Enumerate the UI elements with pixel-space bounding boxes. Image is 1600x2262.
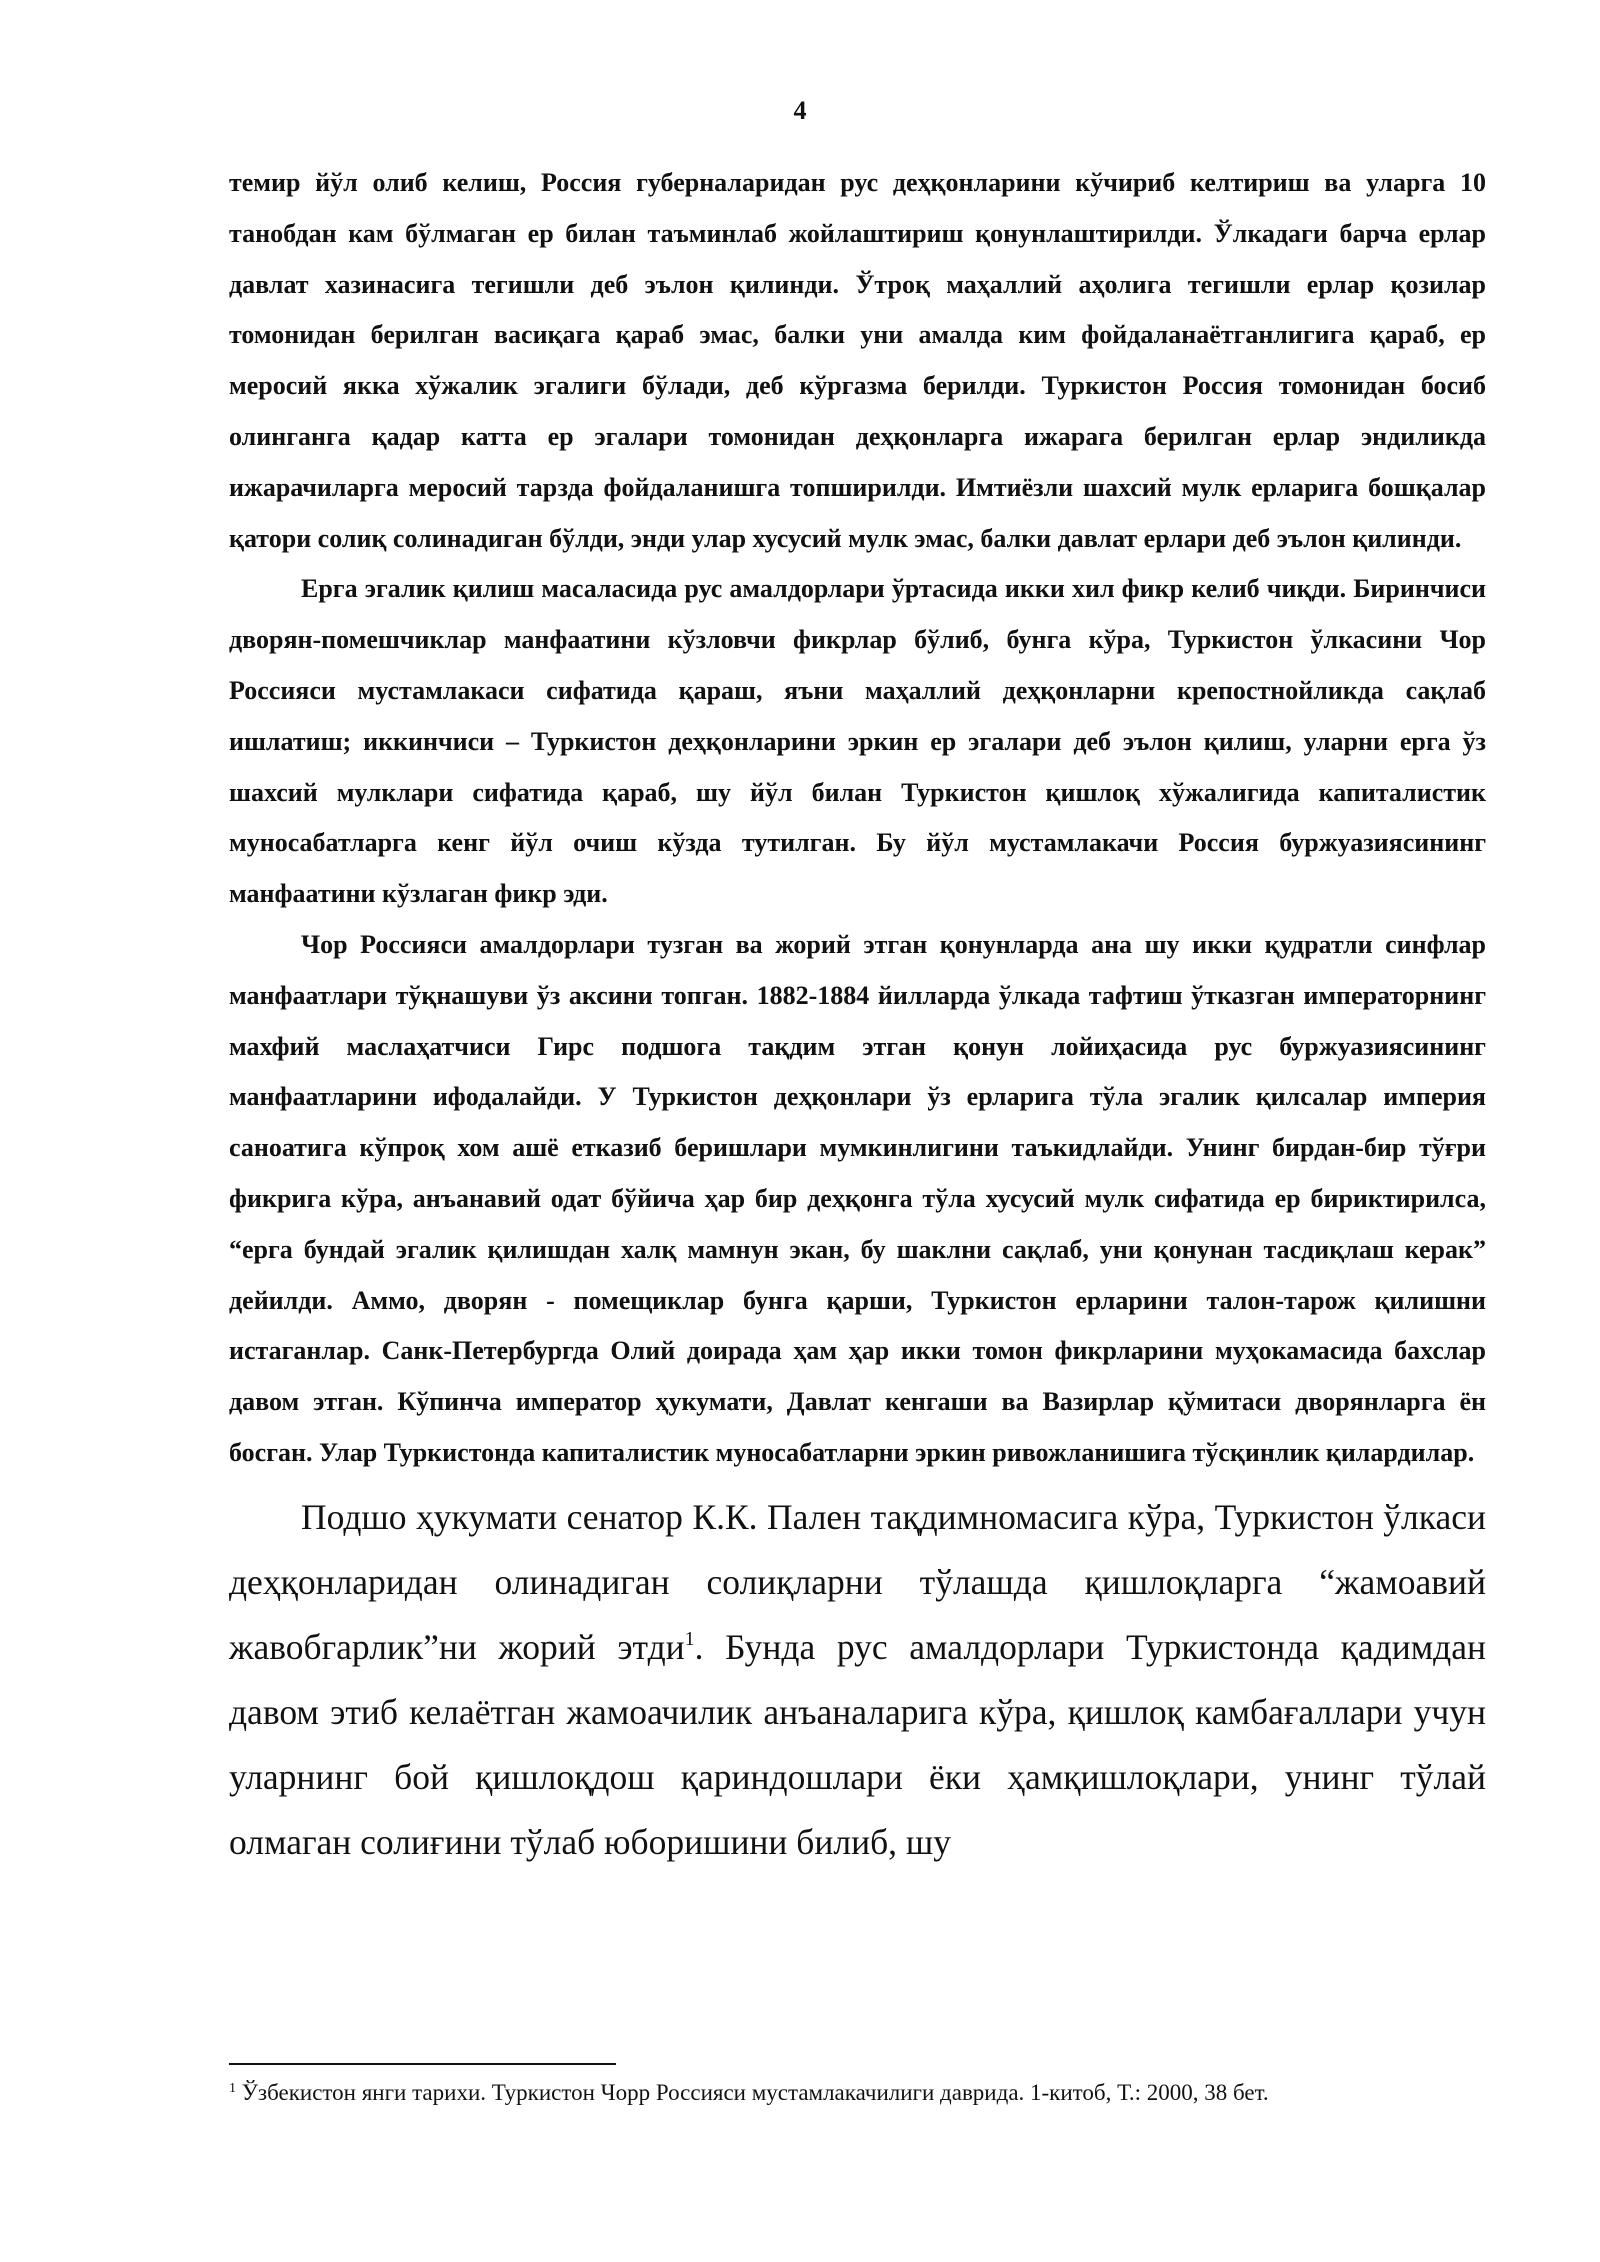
paragraph-2: Ерга эгалик қилиш масаласида рус амалдорлари ўртасида икки хил фикр келиб чиқди. Биринчиси дворян-помешчиклар манфаатини кўзловчи фикрлар бўлиб, бунга кўра, Туркистон ўлкасини Чор Россияси мустамлакаси сифатида қараш, яъни маҳаллий деҳқонларни крепостнойликда сақлаб ишлатиш; иккинчиси – Туркистон деҳқонларини эркин ер эгалари деб эълон қилиш, уларни ерга ўз шахсий мулклари сифатида қараб, шу йўл билан Туркистон қишлоқ хўжалигида капиталистик муносабатларга кенг йўл очиш кўзда тутилган. Бу йўл мустамлакачи Россия буржуазиясининг манфаатини кўзлаган фикр эди. <box>229 574 1486 909</box>
footnote-text: Ўзбекистон янги тарихи. Туркистон Чорр Россияси мустамлакачилиги даврида. 1-китоб, Т.: 2000, 38 бет. <box>236 2080 1269 2105</box>
paragraph-4-text-before-note: Подшо ҳукумати сенатор К.К. Пален тақдимномасига кўра, Туркистон ўлкаси деҳқонларидан олинадиган солиқларни тўлашда қишлоқларга “жамоавий жавобгарлик”ни жорий этди <box>229 1496 1486 1667</box>
paragraph-1: темир йўл олиб келиш, Россия губерналаридан рус деҳқонларини кўчириб келтириш ва уларга 10 танобдан кам бўлмаган ер билан таъминлаб жойлаштириш қонунлаштирилди. Ўлкадаги барча ерлар давлат хазинасига тегишли деб эълон қилинди. Ўтроқ маҳаллий аҳолига тегишли ерлар қозилар томонидан берилган васиқага қараб эмас, балки уни амалда ким фойдаланаётганлигига қараб, ер меросий якка хўжалик эгалиги бўлади, деб кўргазма берилди. Туркистон Россия томонидан босиб олинганга қадар катта ер эгалари томонидан деҳқонларга ижарага берилган ерлар эндиликда ижарачиларга меросий тарзда фойдаланишга топширилди. Имтиёзли шахсий мулк ерларига бошқалар қатори солиқ солинадиган бўлди, энди улар хусусий мулк эмас, балки давлат ерлари деб эълон қилинди. <box>229 168 1486 553</box>
footnote-reference[interactable]: 1 <box>684 1627 695 1650</box>
page-number: 4 <box>793 96 807 125</box>
paragraph-4-text-after-note: . Бунда рус амалдорлари Туркистонда қадимдан давом этиб келаётган жамоачилик анъаналарига кўра, қишлоқ камбағаллари учун уларнинг бой қишлоқдош қариндошлари ёки ҳамқишлоқлари, унинг тўлай олмаган солиғини тўлаб юборишини билиб, шу <box>229 1626 1486 1862</box>
footnote <box>229 2078 1486 2108</box>
paragraph-3: Чор Россияси амалдорлари тузган ва жорий этган қонунларда ана шу икки қудратли синфлар манфаатлари тўқнашуви ўз аксини топган. 1882-1884 йилларда ўлкада тафтиш ўтказган императорнинг махфий маслаҳатчиси Гирс подшога тақдим этган қонун лойиҳасида рус буржуазиясининг манфаатларини ифодалайди. У Туркистон деҳқонлари ўз ерларига тўла эгалик қилсалар империя саноатига кўпроқ хом ашё етказиб беришлари мумкинлигини таъкидлайди. Унинг бирдан-бир тўғри фикрига кўра, анъанавий одат бўйича ҳар бир деҳқонга тўла хусусий мулк сифатида ер бириктирилса, “ерга бундай эгалик қилишдан халқ мамнун экан, бу шаклни сақлаб, уни қонунан тасдиқлаш керак” дейилди. Аммо, дворян - помещиклар бунга қарши, Туркистон ерларини талон-тарож қилишни истаганлар. Санк-Петербургда Олий доирада ҳам ҳар икки томон фикрларини муҳокамасида бахслар давом этган. Кўпинча император ҳукумати, Давлат кенгаши ва Вазирлар қўмитаси дворянларга ён босган. Улар Туркистонда капиталистик муносабатларни эркин ривожланишига тўсқинлик қилардилар. <box>229 929 1486 1467</box>
footnote-separator <box>229 2063 616 2065</box>
document-body <box>229 158 1486 1875</box>
paragraph-4 <box>229 1485 1486 1875</box>
footnote-marker: 1 <box>229 2081 236 2096</box>
